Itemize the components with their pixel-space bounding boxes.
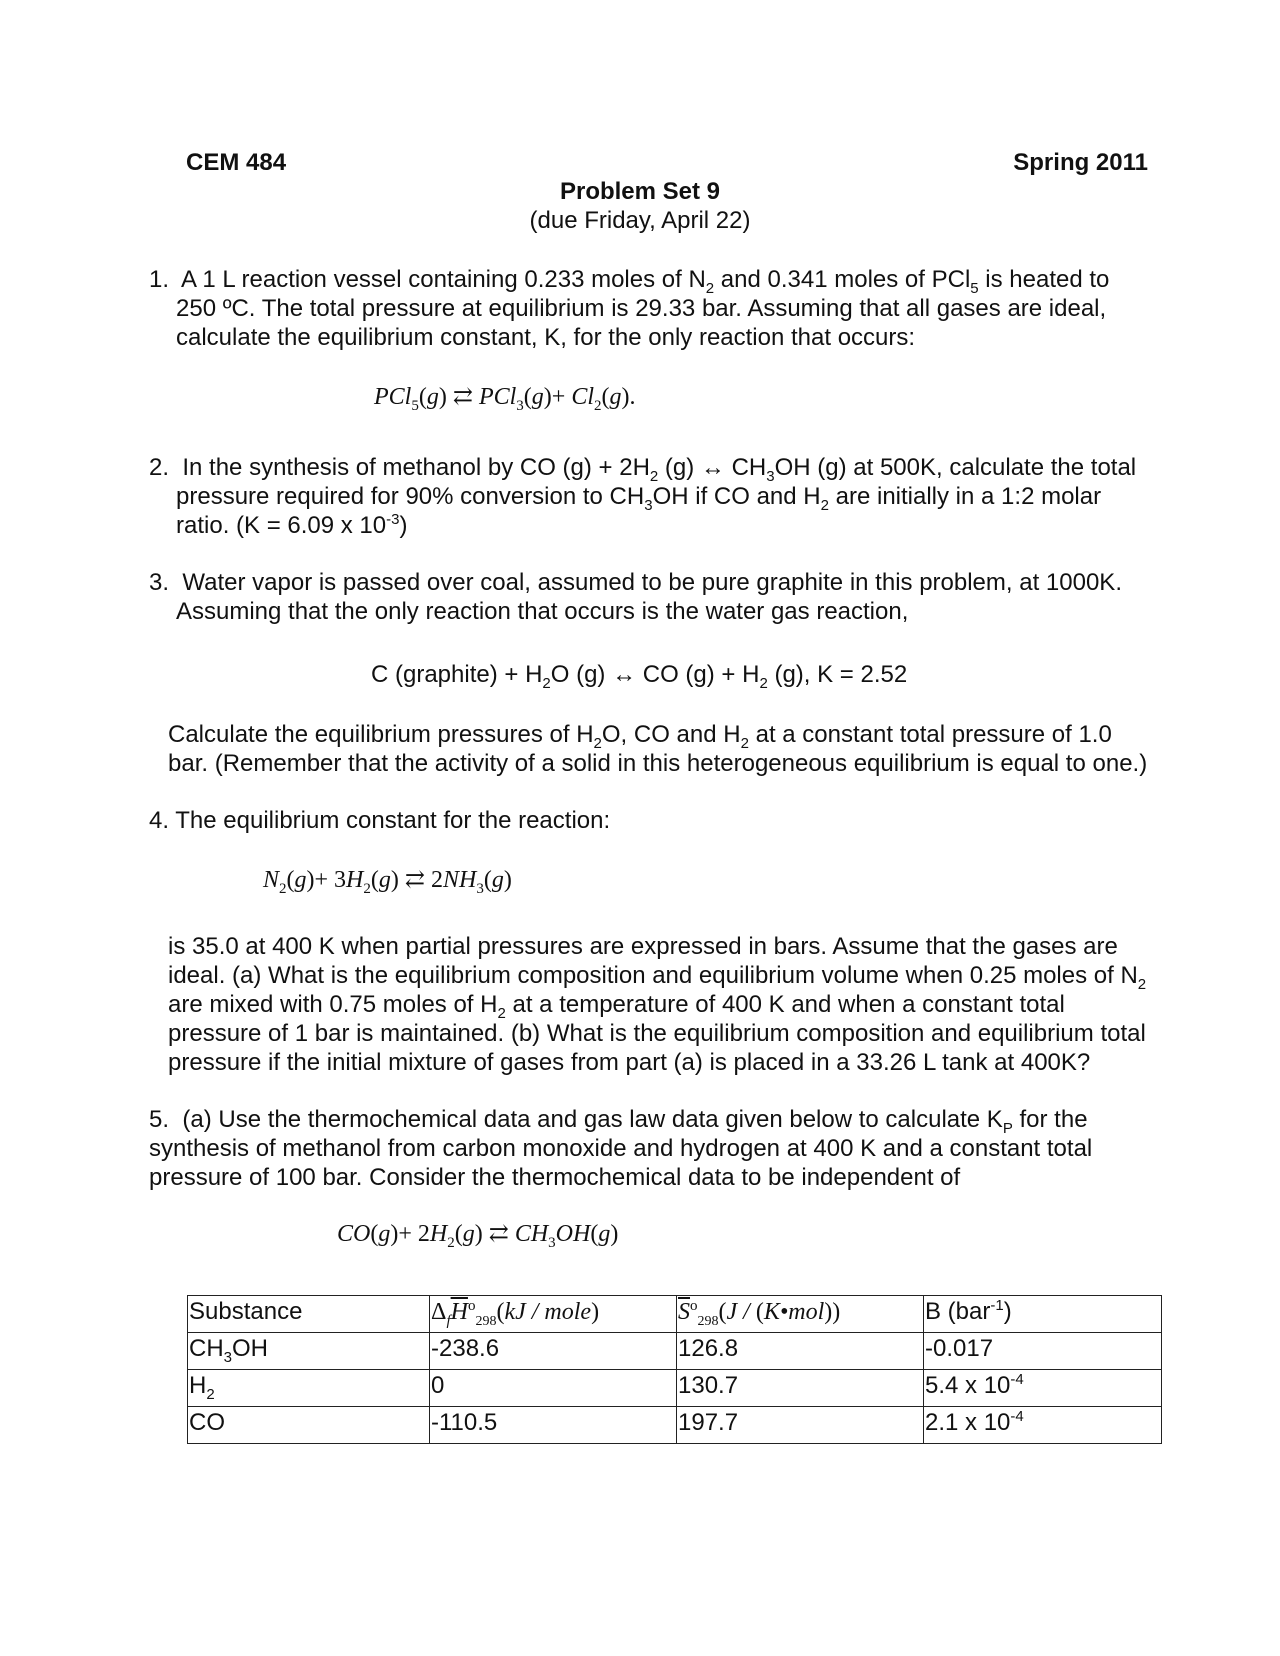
- equation-text: C (graphite) + H: [371, 661, 543, 688]
- equation-pcl5: PCl$_5$(g) ⇄ $PCl_3(g)+ Cl_2(g)$.: [374, 384, 636, 414]
- table-header: $\overline{S}^o_{298}(J$ / (K•mol)): [677, 1296, 924, 1333]
- subscript: 2: [497, 1004, 506, 1022]
- problem-4-body: [168, 932, 1146, 1077]
- table-header: B (bar$^{-1}$): [924, 1296, 1162, 1333]
- table-row: [188, 1407, 1162, 1444]
- subscript: 2: [820, 496, 829, 514]
- course-code: CEM 484: [186, 149, 287, 176]
- problem-text: pressure of 1 bar is maintained. (b) What is the equilibrium composition and equilibrium total: [168, 1020, 1146, 1047]
- subscript: 2: [740, 734, 749, 752]
- table-header: Substance: [188, 1296, 430, 1333]
- problem-number: 2.: [149, 454, 170, 481]
- problem-3: [149, 568, 1122, 626]
- table-cell: 130.7: [677, 1370, 924, 1407]
- problem-text: Calculate the equilibrium pressures of H: [168, 721, 594, 748]
- subscript: 2: [1137, 975, 1147, 993]
- problem-text: pressure if the initial mixture of gases from part (a) is placed in a 33.26 L tank at 400K?: [168, 1049, 1091, 1076]
- table-cell: 197.7: [677, 1407, 924, 1444]
- problem-number: 3.: [149, 569, 170, 596]
- page-title: Problem Set 9: [559, 178, 721, 205]
- problem-text: for the: [1012, 1106, 1088, 1133]
- problem-text: 250 ºC. The total pressure at equilibrium is 29.33 bar. Assuming that all gases are ideal,: [176, 295, 1107, 322]
- problem-number: 4.: [149, 807, 170, 834]
- table-cell: CO: [188, 1407, 430, 1444]
- problem-text: at a temperature of 400 K and when a constant total: [505, 991, 1065, 1018]
- equation-text: (g), K = 2.52: [767, 661, 908, 688]
- problem-text: ratio. (K = 6.09 x 10: [176, 512, 387, 539]
- problem-text: are mixed with 0.75 moles of H: [168, 991, 498, 1018]
- term-label: Spring 2011: [1013, 149, 1148, 176]
- table-cell: $H_2$: [188, 1370, 430, 1407]
- problem-text: The equilibrium constant for the reaction:: [175, 807, 611, 834]
- problem-text: are initially in a 1:2 molar: [828, 483, 1102, 510]
- problem-text: ideal. (a) What is the equilibrium composition and equilibrium volume when 0.25 moles of N: [168, 962, 1138, 989]
- subscript: P: [1002, 1119, 1013, 1137]
- problem-text: is 35.0 at 400 K when partial pressures are expressed in bars. Assume that the gases are: [168, 933, 1118, 960]
- subscript: 2: [593, 734, 602, 752]
- subscript: 3: [766, 467, 775, 485]
- problem-text: OH if CO and H: [652, 483, 821, 510]
- problem-5: [149, 1105, 1092, 1192]
- subscript: 2: [759, 674, 768, 692]
- table-cell: 126.8: [677, 1333, 924, 1370]
- table-cell: 2.1 x $10^{-4}$: [924, 1407, 1162, 1444]
- due-date: (due Friday, April 22): [529, 207, 751, 234]
- problem-text: Assuming that the only reaction that occurs is the water gas reaction,: [176, 598, 909, 625]
- table-row: [188, 1333, 1162, 1370]
- superscript: -3: [386, 511, 400, 528]
- table-cell: -0.017: [924, 1333, 1162, 1370]
- problem-text: at a constant total pressure of 1.0: [748, 721, 1112, 748]
- problem-text: ): [399, 512, 408, 539]
- problem-number: 5.: [149, 1106, 170, 1133]
- problem-3-calc: [168, 720, 1147, 778]
- table-cell: 5.4 x $10^{-4}$: [924, 1370, 1162, 1407]
- equation-water-gas: [371, 660, 908, 692]
- subscript: 2: [649, 467, 659, 485]
- problem-text: A 1 L reaction vessel containing 0.233 moles of N: [181, 266, 706, 293]
- problem-text: calculate the equilibrium constant, K, for the only reaction that occurs:: [176, 324, 916, 351]
- problem-1: [149, 265, 1109, 352]
- problem-4: [149, 806, 610, 835]
- problem-text: is heated to: [978, 266, 1110, 293]
- subscript: 2: [542, 674, 551, 692]
- subscript: 2: [705, 279, 715, 297]
- equation-text: O (g) ↔ CO (g) + H: [550, 661, 760, 688]
- subscript: 3: [644, 496, 653, 514]
- problem-text: (a) Use the thermochemical data and gas law data given below to calculate K: [182, 1106, 1003, 1133]
- problem-text: (g) ↔ CH: [658, 454, 767, 481]
- problem-text: bar. (Remember that the activity of a solid in this heterogeneous equilibrium is equal to one.): [168, 750, 1148, 777]
- problem-text: synthesis of methanol from carbon monoxide and hydrogen at 400 K and a constant total: [149, 1135, 1093, 1162]
- problem-text: Water vapor is passed over coal, assumed to be pure graphite in this problem, at 1000K.: [182, 569, 1122, 596]
- thermo-data-table: [187, 1295, 1162, 1444]
- equation-methanol: $CO(g)+ 2H_2(g)$ ⇄ $CH_3OH(g)$: [337, 1221, 619, 1251]
- table-cell: -110.5: [430, 1407, 677, 1444]
- problem-text: and 0.341 moles of PCl: [714, 266, 971, 293]
- table-cell: -238.6: [430, 1333, 677, 1370]
- subscript: 5: [970, 279, 979, 297]
- equation-ammonia: $N_2(g)+ 3H_2(g)$ ⇄ $2NH_3(g)$: [263, 867, 512, 897]
- problem-text: pressure required for 90% conversion to CH: [176, 483, 645, 510]
- problem-2: [149, 453, 1136, 540]
- problem-text: OH (g) at 500K, calculate the total: [774, 454, 1137, 481]
- table-cell: 0: [430, 1370, 677, 1407]
- table-header-row: [188, 1296, 1162, 1333]
- problem-number: 1.: [149, 266, 170, 293]
- table-cell: $CH_3OH$: [188, 1333, 430, 1370]
- problem-text: pressure of 100 bar. Consider the thermochemical data to be independent of: [149, 1164, 961, 1191]
- problem-text: O, CO and H: [601, 721, 741, 748]
- problem-text: In the synthesis of methanol by CO (g) + 2H: [182, 454, 650, 481]
- table-header: $\Delta_f\overline{H}^o_{298}(kJ$ / mole): [430, 1296, 677, 1333]
- table-row: [188, 1370, 1162, 1407]
